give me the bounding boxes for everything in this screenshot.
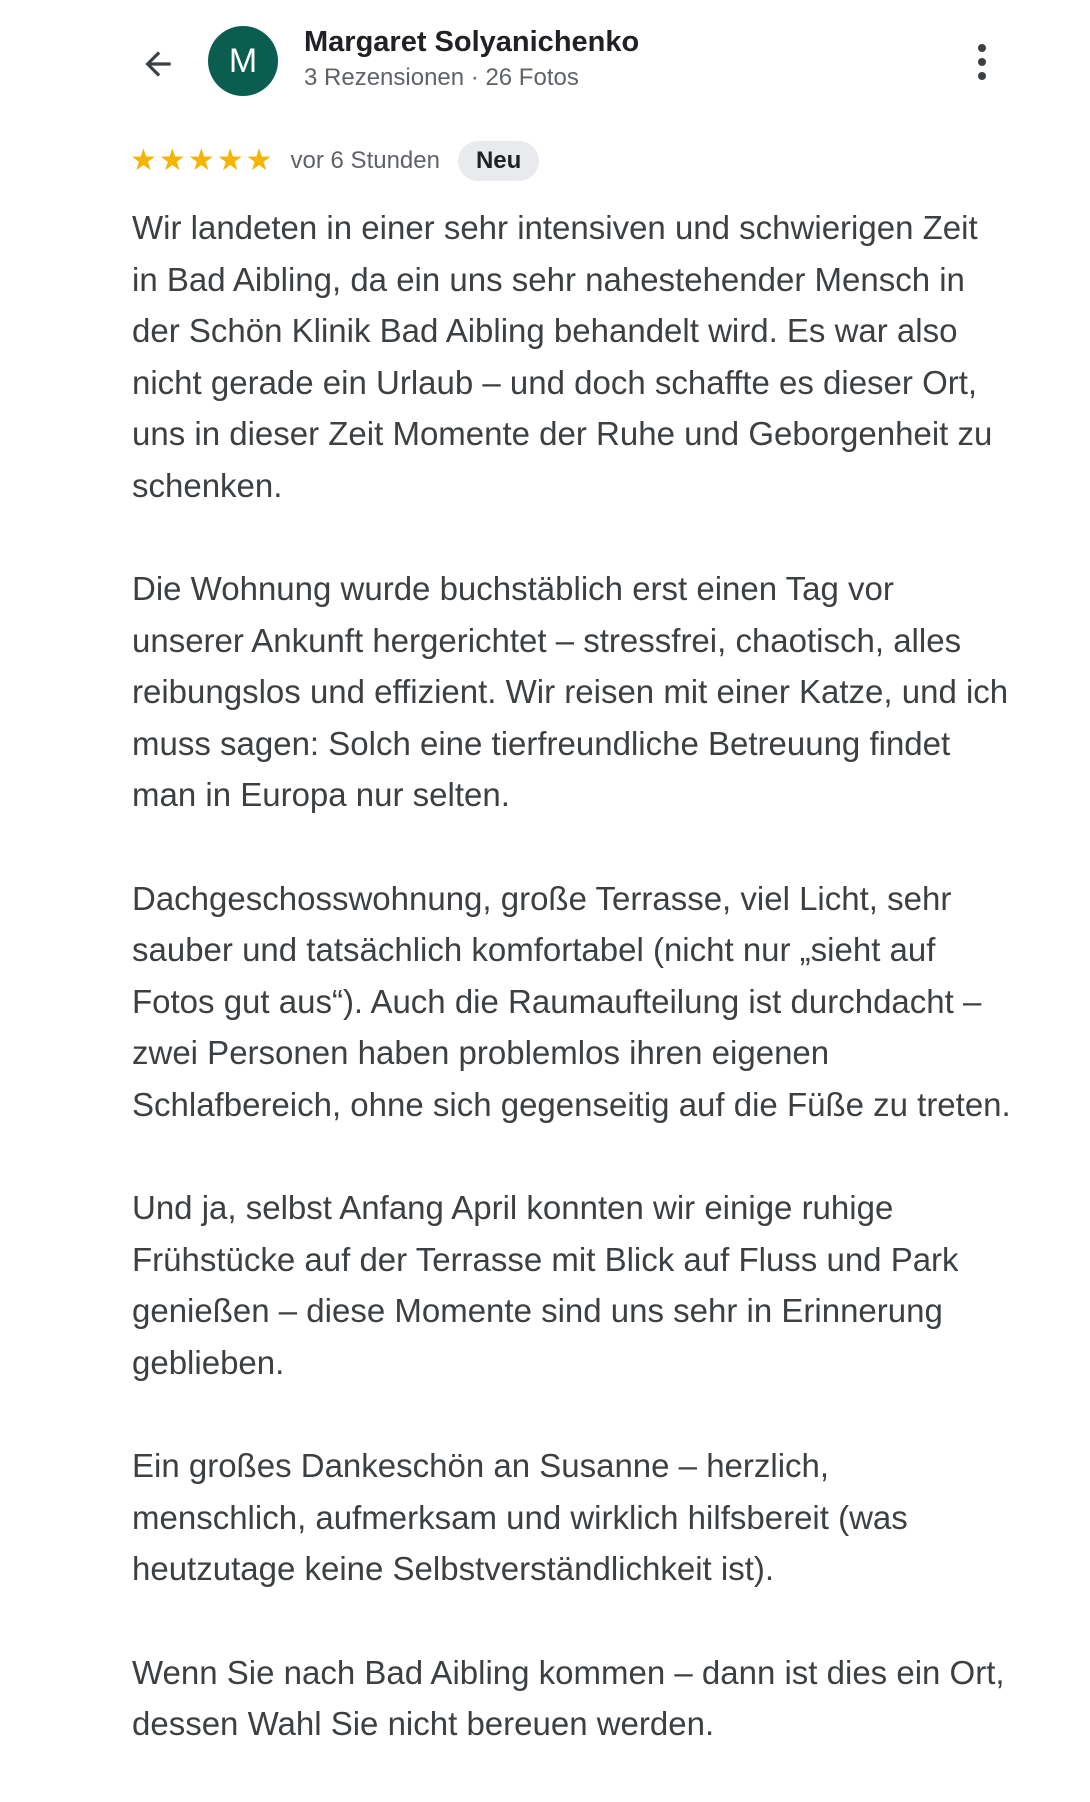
star-rating [130, 146, 273, 176]
reviewer-meta[interactable]: 3 Rezensionen · 26 Fotos [304, 64, 579, 91]
review-paragraph: Die Wohnung wurde buchstäblich erst einen Tag vor unserer Ankunft hergerichtet – stressfrei, chaotisch, alles reibungslos und effizient. Wir reisen mit einer Katze, und ich muss sagen: Solch eine tierfreundliche Betreuung findet man in Europa nur selten. [132, 570, 1009, 813]
more-options-button[interactable] [958, 34, 1006, 90]
star-icon: ★ [130, 144, 157, 177]
more-vertical-icon-dot [978, 72, 986, 80]
review-paragraph: Ein großes Dankeschön an Susanne – herzlich, menschlich, aufmerksam und wirklich hilfsbereit (was heutzutage keine Selbstverständlichkeit ist). [132, 1447, 908, 1587]
star-icon: ★ [158, 144, 186, 177]
review-paragraph: Dachgeschosswohnung, große Terrasse, viel Licht, sehr sauber und tatsächlich komfortabel (nicht nur „sieht auf Fotos gut aus“). Auch die Raumaufteilung ist durchdacht – zwei Personen haben problemlos ihren eigenen Schlafbereich, ohne sich gegenseitig auf die Füße zu treten. [132, 879, 1011, 1123]
avatar[interactable] [208, 26, 278, 96]
rating-row [130, 140, 539, 182]
reviewer-name[interactable]: Margaret Solyanichenko [304, 26, 640, 58]
star-icon: ★ [245, 144, 273, 177]
back-button[interactable] [130, 36, 186, 92]
arrow-back-icon [139, 45, 177, 83]
more-vertical-icon-dot [978, 58, 986, 66]
new-badge: Neu [458, 141, 539, 181]
review-paragraph: Wir landeten in einer sehr intensiven und schwierigen Zeit in Bad Aibling, da ein uns sehr nahestehender Mensch in der Schön Klinik Bad Aibling behandelt wird. Es war also nicht gerade ein Urlaub – und doch schaffte es dieser Ort, uns in dieser Zeit Momente der Ruhe und Geborgenheit zu schenken. [132, 209, 993, 504]
review-text [132, 202, 1012, 1802]
review-time: vor 6 Stunden [290, 147, 440, 174]
star-icon: ★ [216, 144, 244, 177]
more-vertical-icon [978, 44, 986, 52]
avatar-initial: M [228, 41, 258, 80]
review-paragraph: Wenn Sie nach Bad Aibling kommen – dann ist dies ein Ort, dessen Wahl Sie nicht bereuen werden. [132, 1653, 1005, 1742]
review-header [0, 0, 1090, 120]
review-paragraph: Und ja, selbst Anfang April konnten wir einige ruhige Frühstücke auf der Terrasse mit Blick auf Fluss und Park genießen – diese Momente sind uns sehr in Erinnerung geblieben. [132, 1189, 959, 1381]
star-icon: ★ [187, 144, 215, 177]
